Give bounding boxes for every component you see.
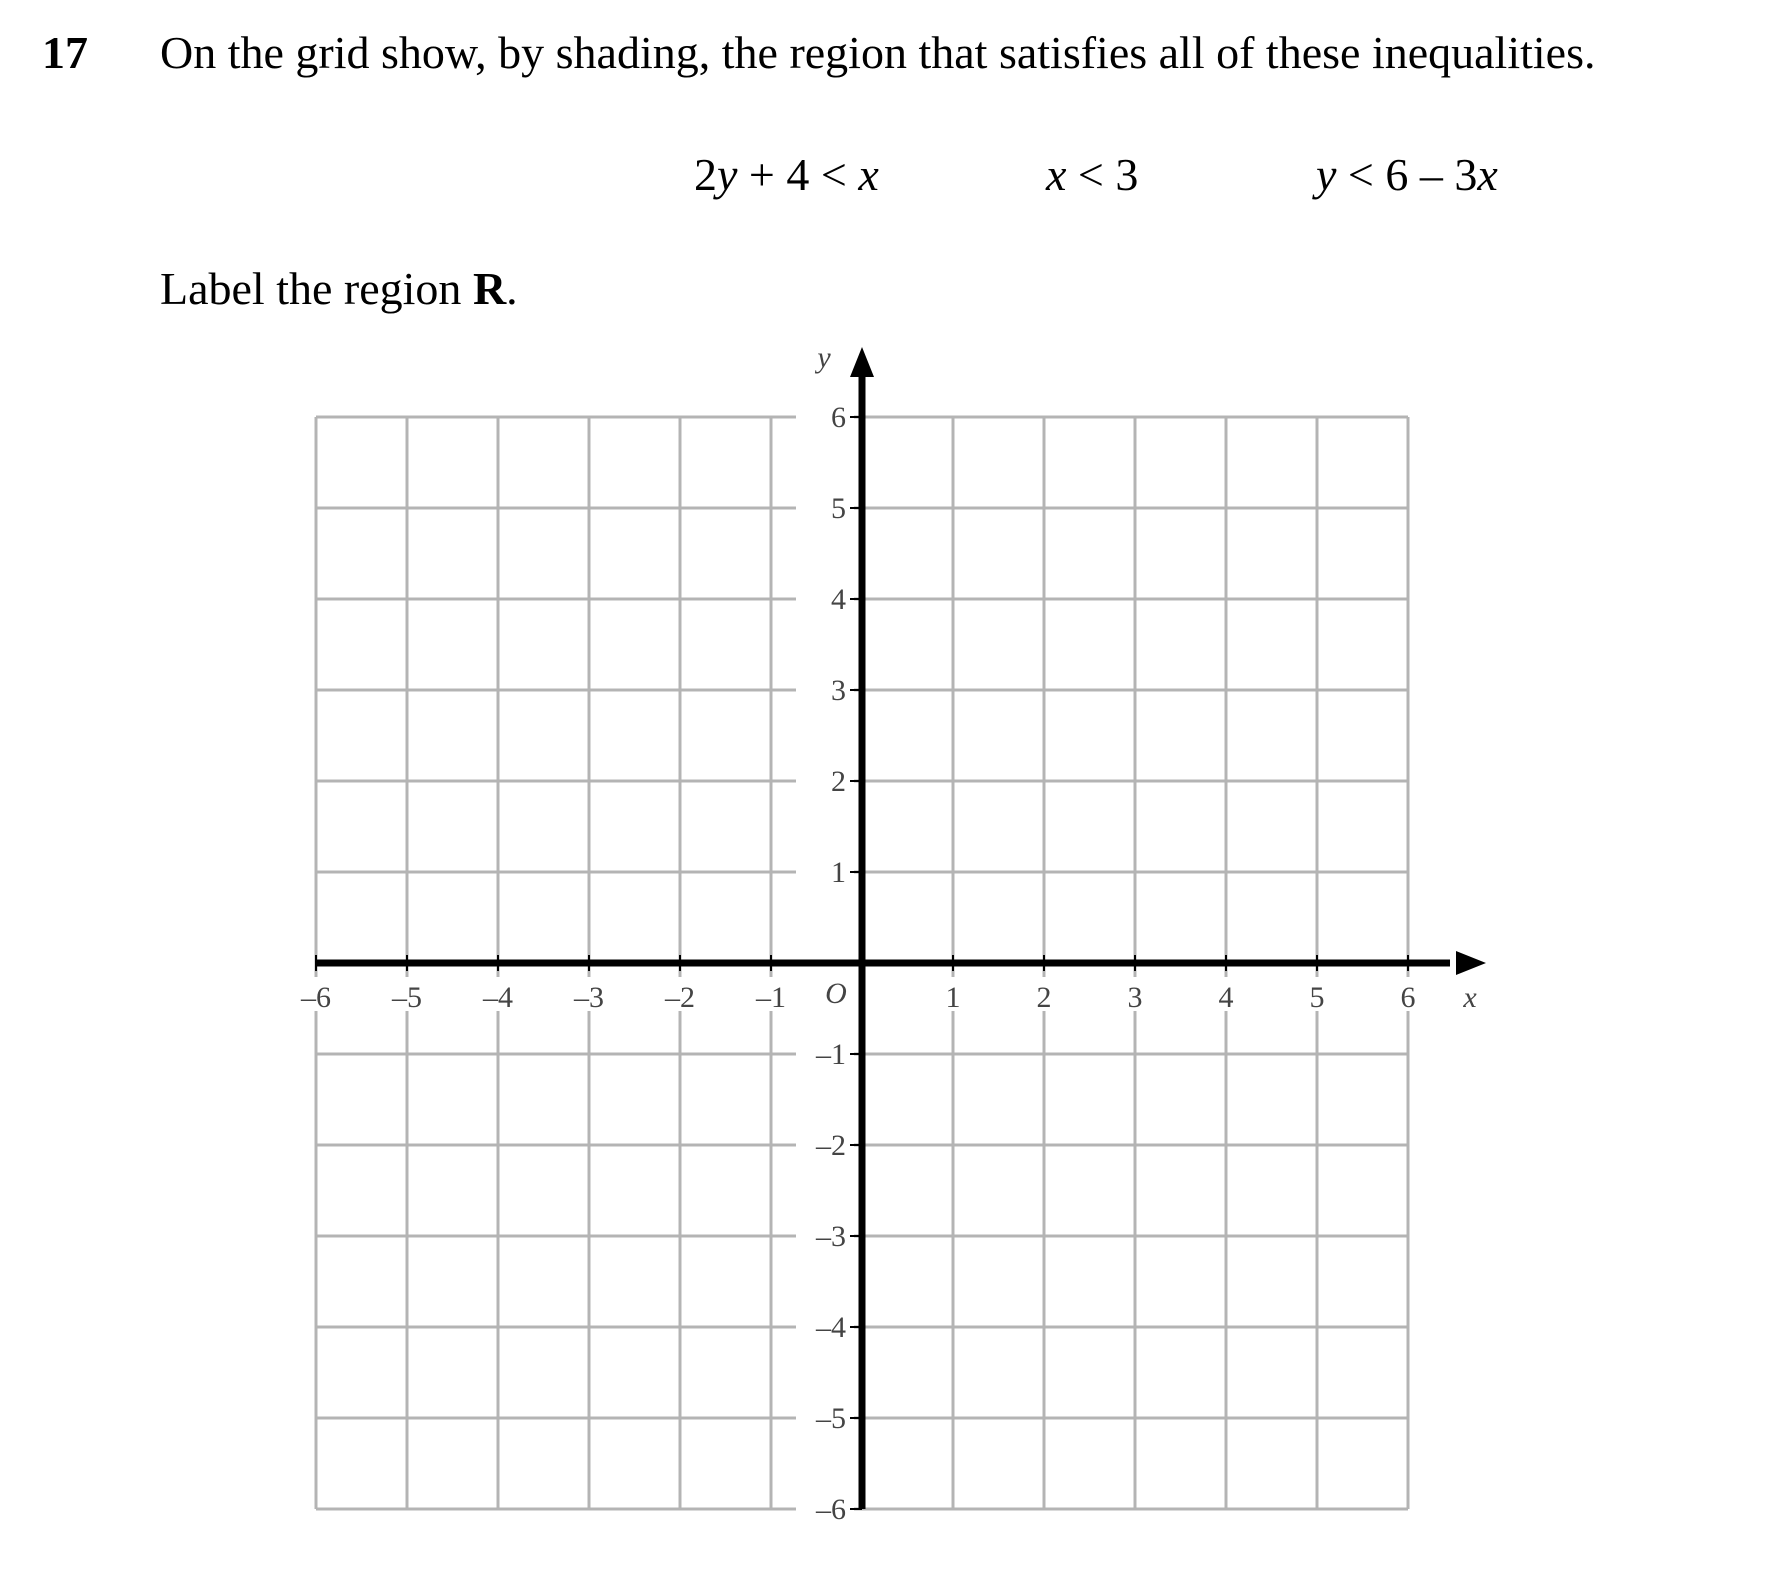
x-tick-label: –5 <box>392 981 422 1014</box>
x-tick-label: 3 <box>1127 981 1143 1014</box>
y-tick-label: 2 <box>831 765 846 798</box>
x-tick-label: 5 <box>1309 981 1325 1014</box>
question-text: On the grid show, by shading, the region that satisfies all of these inequalities. <box>160 27 1596 78</box>
x-tick-label: –3 <box>574 981 604 1014</box>
y-tick-label: –6 <box>816 1493 846 1526</box>
x-tick-label: –6 <box>301 981 331 1014</box>
x-axis-label: x <box>1463 981 1477 1014</box>
inequality-2: x < 3 <box>1046 149 1139 200</box>
x-tick-label: –1 <box>756 981 786 1014</box>
y-tick-label: 4 <box>831 583 846 616</box>
x-tick-label: 4 <box>1218 981 1234 1014</box>
x-tick-label: 2 <box>1036 981 1052 1014</box>
y-tick-label: 5 <box>831 492 846 525</box>
y-tick-label: –4 <box>816 1311 846 1344</box>
y-tick-label: –1 <box>816 1038 846 1071</box>
y-tick-label: –3 <box>816 1220 846 1253</box>
origin-label: O <box>825 977 847 1010</box>
y-tick-label: –5 <box>816 1402 846 1435</box>
x-axis-arrow-icon <box>1456 951 1486 975</box>
region-name: R <box>472 263 507 314</box>
x-tick-label: –2 <box>665 981 695 1014</box>
x-tick-label: –4 <box>483 981 513 1014</box>
y-axis-label: y <box>817 341 831 374</box>
inequality-3: y < 6 – 3x <box>1316 149 1498 200</box>
y-tick-label: 1 <box>831 856 846 889</box>
y-tick-label: 3 <box>831 674 846 707</box>
inequality-1: 2y + 4 < x <box>694 149 879 200</box>
y-tick-label: 6 <box>831 401 846 434</box>
x-tick-label: 6 <box>1400 981 1416 1014</box>
instruction-label-region: Label the region R. <box>160 263 518 314</box>
question-number: 17 <box>42 27 88 78</box>
y-axis-arrow-icon <box>850 347 874 377</box>
y-tick-label: –2 <box>816 1129 846 1162</box>
x-tick-label: 1 <box>945 981 961 1014</box>
